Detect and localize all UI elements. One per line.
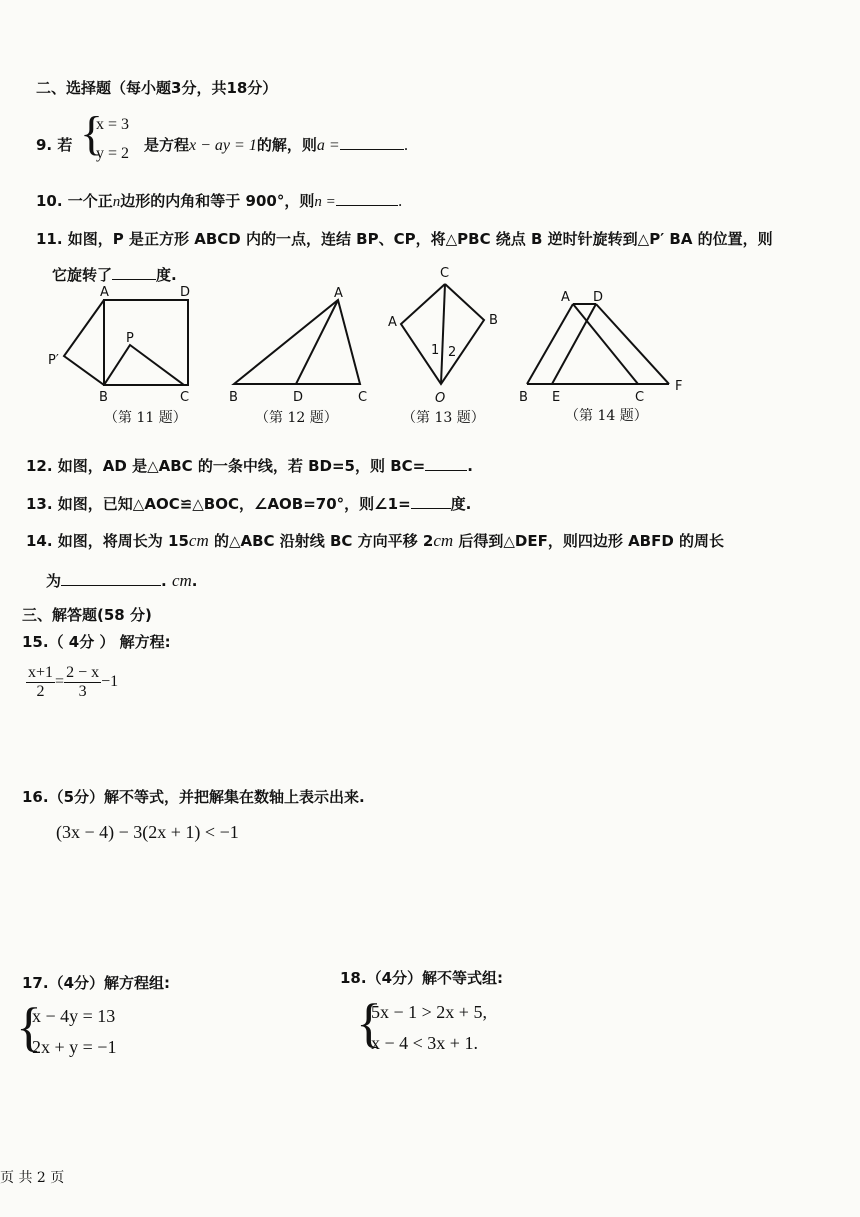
figures-row <box>0 260 860 440</box>
fig11-label-c: C <box>180 390 190 405</box>
q17-eq2: 2x + y = −1 <box>32 1037 117 1057</box>
fig14-label-c: C <box>635 390 645 405</box>
q9-brace: { <box>80 107 104 160</box>
q10-answer-blank[interactable] <box>336 191 398 206</box>
fig11-label-a: A <box>100 285 109 300</box>
q11-line2: 它旋转了 度. <box>52 266 177 284</box>
q17-title: 17.（4分）解方程组: <box>22 974 171 992</box>
page-footer: 页 共 2 页 <box>0 1170 65 1186</box>
figure-12 <box>234 300 360 384</box>
fig12-label-c: C <box>358 390 368 405</box>
fig14-label-a: A <box>561 290 570 305</box>
q9-stem: 是方程x − ay = 1的解，则a = . <box>144 136 409 154</box>
q9-answer-blank[interactable] <box>340 135 404 150</box>
fig13-label-b: B <box>489 313 498 328</box>
fig13-angle-2: 2 <box>448 345 457 360</box>
figure-14 <box>527 304 669 384</box>
fig14-label-f: F <box>675 379 683 394</box>
q15-title: 15.（ 4分 ） 解方程: <box>22 633 171 651</box>
q12-answer-blank[interactable] <box>425 456 467 471</box>
fig12-label-b: B <box>229 390 238 405</box>
q16-title: 16.（5分）解不等式，并把解集在数轴上表示出来. <box>22 788 365 806</box>
q10: 10. 一个正n边形的内角和等于 900°，则n = . <box>36 192 403 210</box>
figure-13 <box>401 284 484 384</box>
q9-number: 9. 若 <box>36 136 73 154</box>
fig13-label-c: C <box>440 266 450 281</box>
fig12-caption: （第 12 题） <box>255 410 338 426</box>
fig11-label-p-prime: P′ <box>48 353 59 368</box>
section-2-title: 二、选择题（每小题3分，共18分） <box>36 79 278 97</box>
fig11-label-d: D <box>180 285 191 300</box>
fig11-label-p: P <box>126 331 134 346</box>
fig13-caption: （第 13 题） <box>402 410 485 426</box>
q18-title: 18.（4分）解不等式组: <box>340 969 504 987</box>
q17-brace: { <box>16 997 42 1057</box>
q12: 12. 如图，AD 是△ABC 的一条中线，若 BD=5，则 BC= . <box>26 457 473 475</box>
q18-eq2: x − 4 < 3x + 1. <box>371 1033 478 1053</box>
q17-eq1: x − 4y = 13 <box>32 1006 116 1026</box>
q18-eq1: 5x − 1 > 2x + 5, <box>371 1002 487 1022</box>
fig14-label-d: D <box>593 290 604 305</box>
fig12-label-a: A <box>334 286 343 301</box>
fig12-label-d: D <box>293 390 304 405</box>
q13-answer-blank[interactable] <box>411 494 451 509</box>
fig13-label-a: A <box>388 315 397 330</box>
fig11-caption: （第 11 题） <box>104 410 187 426</box>
q11-line1: 11. 如图，P 是正方形 ABCD 内的一点，连结 BP、CP，将△PBC 绕点 B 逆时针旋转到△P′ BA 的位置，则 <box>36 230 773 248</box>
fig14-label-b: B <box>519 390 528 405</box>
q9-system-eq1: x = 3 <box>96 116 130 133</box>
q14-line1: 14. 如图，将周长为 15cm 的△ABC 沿射线 BC 方向平移 2cm 后得到△DEF，则四边形 ABFD 的周长 <box>26 531 725 550</box>
fig11-label-b: B <box>99 390 108 405</box>
q15-equation: $\frac{x+1}{2}$ = $\frac{2 - x}{3}$ −1 <box>28 664 119 700</box>
fig14-label-e: E <box>552 390 561 405</box>
q18-brace: { <box>356 993 382 1053</box>
q14-answer-blank[interactable] <box>61 571 161 586</box>
fig13-label-o: O <box>435 391 446 406</box>
fig14-caption: （第 14 题） <box>565 408 648 424</box>
q16-inequality: (3x − 4) − 3(2x + 1) < −1 <box>56 822 239 842</box>
q13: 13. 如图，已知△AOC≌△BOC，∠AOB=70°，则∠1= 度. <box>26 495 472 513</box>
fig13-angle-1: 1 <box>431 343 440 358</box>
q9-system-eq2: y = 2 <box>96 145 130 162</box>
q14-line2: 为 . cm. <box>46 571 198 590</box>
section-3-title: 三、解答题(58 分) <box>22 606 152 624</box>
